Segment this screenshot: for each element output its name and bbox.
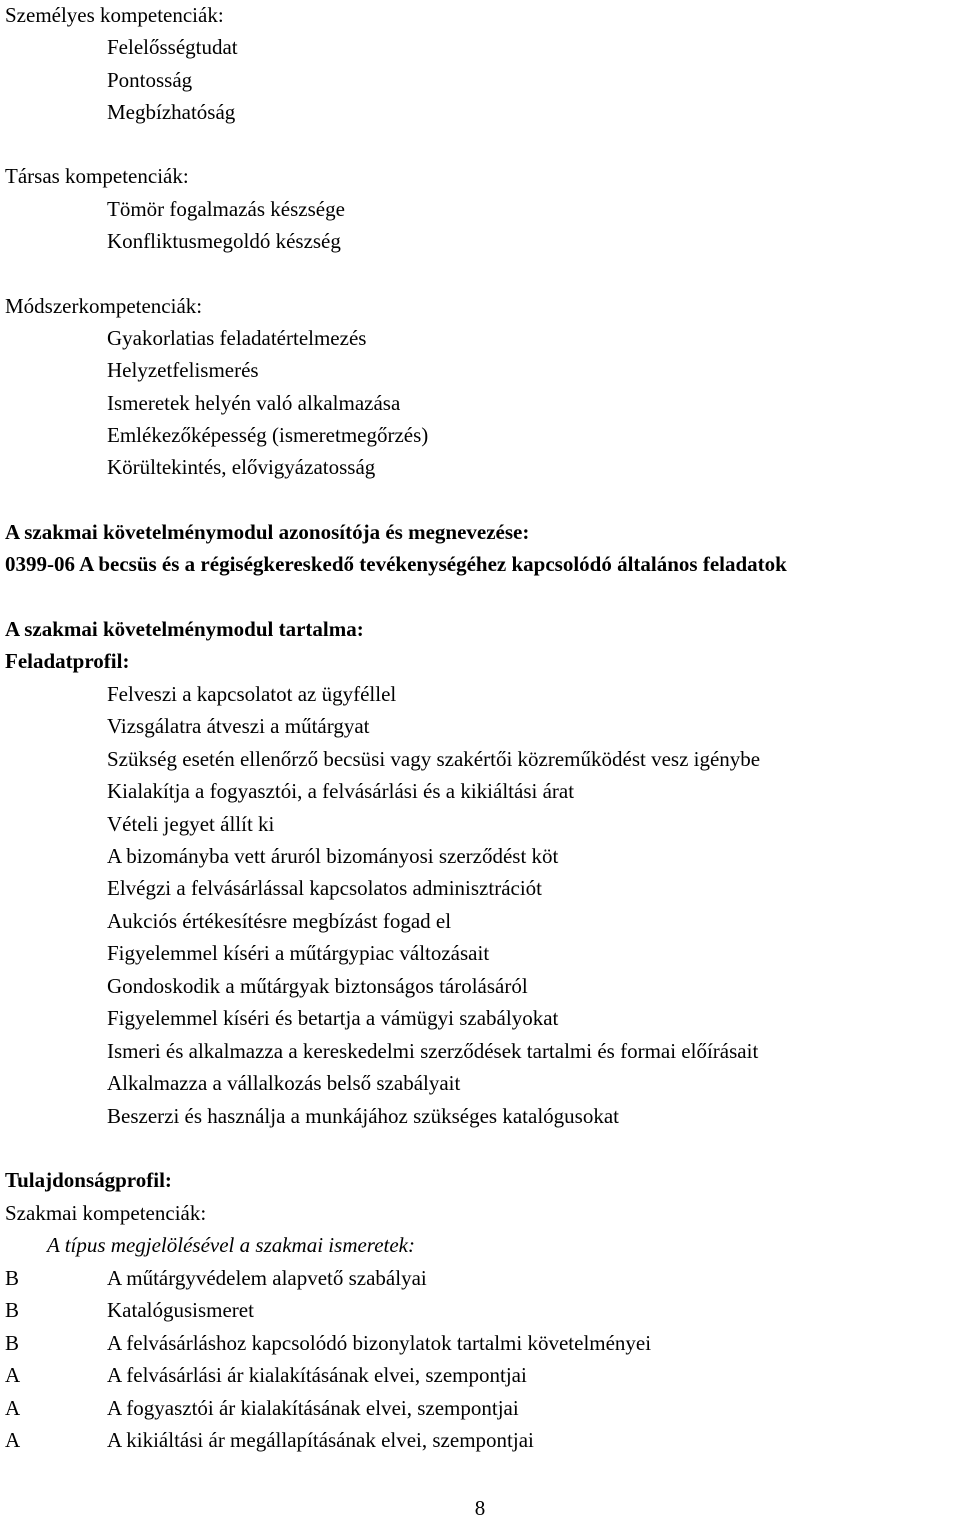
task-item: Ismeri és alkalmazza a kereskedelmi szerződések tartalmi és formai előírásait <box>107 1039 759 1063</box>
personal-item: Felelősségtudat <box>107 35 238 59</box>
module-id-heading: A szakmai követelménymodul azonosítója és megnevezése: <box>5 520 530 544</box>
knowledge-type: B <box>5 1331 20 1355</box>
knowledge-text: A kikiáltási ár megállapításának elvei, szempontjai <box>107 1428 534 1452</box>
task-item: Aukciós értékesítésre megbízást fogad el <box>107 909 452 933</box>
task-item: Elvégzi a felvásárlással kapcsolatos adminisztrációt <box>107 876 543 900</box>
knowledge-text: A felvásárláshoz kapcsolódó bizonylatok tartalmi követelményei <box>107 1331 652 1355</box>
social-item: Konfliktusmegoldó készség <box>107 229 341 253</box>
page-number: 8 <box>474 1496 486 1520</box>
personal-competencies-heading: Személyes kompetenciák: <box>5 3 224 27</box>
knowledge-text: A műtárgyvédelem alapvető szabályai <box>107 1266 427 1290</box>
task-item: Beszerzi és használja a munkájához szükséges katalógusokat <box>107 1104 619 1128</box>
task-item: Felveszi a kapcsolatot az ügyféllel <box>107 682 397 706</box>
method-item: Gyakorlatias feladatértelmezés <box>107 326 367 350</box>
type-note: A típus megjelölésével a szakmai ismeretek: <box>47 1233 415 1257</box>
task-item: Alkalmazza a vállalkozás belső szabályait <box>107 1071 461 1095</box>
task-item: Figyelemmel kíséri a műtárgypiac változásait <box>107 941 490 965</box>
knowledge-type: B <box>5 1298 20 1322</box>
task-item: Figyelemmel kíséri és betartja a vámügyi szabályokat <box>107 1006 559 1030</box>
method-competencies-heading: Módszerkompetenciák: <box>5 294 203 318</box>
task-item: Gondoskodik a műtárgyak biztonságos tárolásáról <box>107 974 528 998</box>
method-item: Körültekintés, elővigyázatosság <box>107 455 376 479</box>
method-item: Ismeretek helyén való alkalmazása <box>107 391 401 415</box>
task-item: Szükség esetén ellenőrző becsüsi vagy szakértői közreműködést vesz igénybe <box>107 747 761 771</box>
module-content-heading: A szakmai követelménymodul tartalma: <box>5 617 364 641</box>
knowledge-text: A fogyasztói ár kialakításának elvei, szempontjai <box>107 1396 519 1420</box>
knowledge-text: Katalógusismeret <box>107 1298 254 1322</box>
module-id-value: 0399-06 A becsüs és a régiségkereskedő tevékenységéhez kapcsolódó általános feladatok <box>5 552 787 576</box>
knowledge-type: A <box>5 1428 21 1452</box>
task-profile-heading: Feladatprofil: <box>5 649 130 673</box>
property-profile-heading: Tulajdonságprofil: <box>5 1168 172 1192</box>
personal-item: Pontosság <box>107 68 193 92</box>
personal-item: Megbízhatóság <box>107 100 236 124</box>
task-item: Vizsgálatra átveszi a műtárgyat <box>107 714 370 738</box>
social-item: Tömör fogalmazás készsége <box>107 197 345 221</box>
knowledge-type: B <box>5 1266 20 1290</box>
task-item: A bizományba vett áruról bizományosi szerződést köt <box>107 844 559 868</box>
method-item: Helyzetfelismerés <box>107 358 259 382</box>
knowledge-text: A felvásárlási ár kialakításának elvei, szempontjai <box>107 1363 527 1387</box>
knowledge-type: A <box>5 1396 21 1420</box>
knowledge-type: A <box>5 1363 21 1387</box>
professional-competencies-heading: Szakmai kompetenciák: <box>5 1201 207 1225</box>
method-item: Emlékezőképesség (ismeretmegőrzés) <box>107 423 429 447</box>
task-item: Vételi jegyet állít ki <box>107 812 275 836</box>
social-competencies-heading: Társas kompetenciák: <box>5 164 189 188</box>
task-item: Kialakítja a fogyasztói, a felvásárlási és a kikiáltási árat <box>107 779 575 803</box>
